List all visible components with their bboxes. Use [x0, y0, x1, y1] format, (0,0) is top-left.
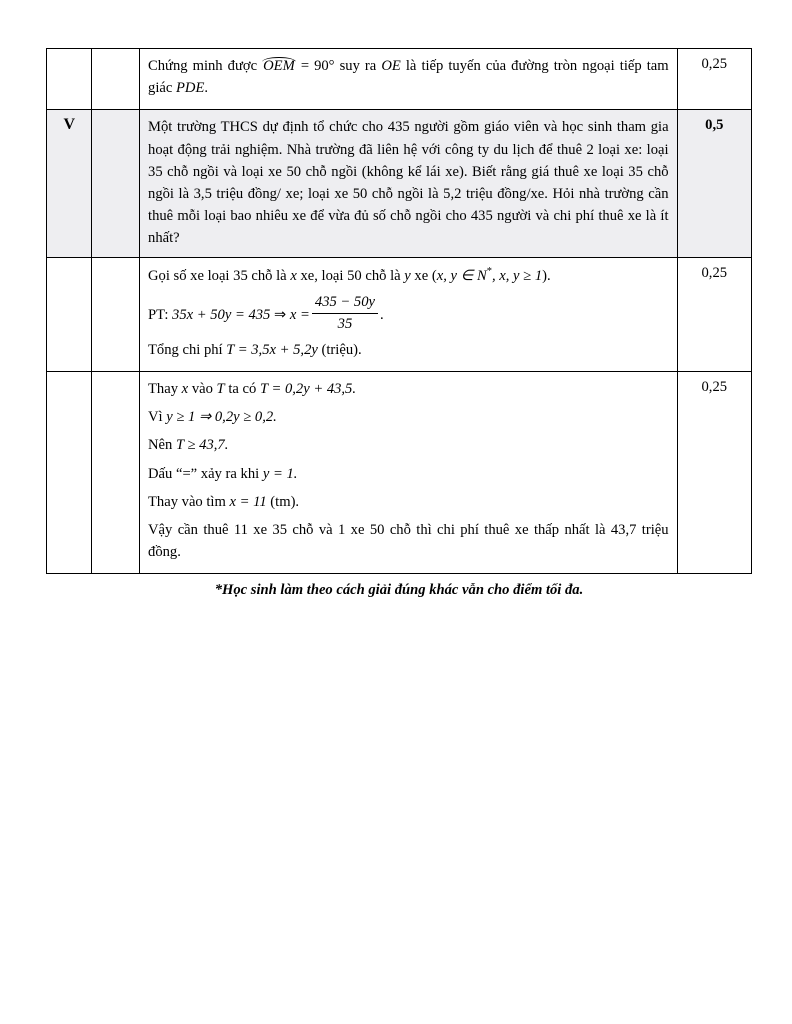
solution-step-find-x — [148, 491, 669, 513]
row-subindex-cell — [92, 258, 140, 372]
row-roman-label: V — [47, 110, 92, 258]
period: . — [380, 307, 384, 324]
text-fragment: Nên — [148, 437, 173, 454]
solution-step-cost — [148, 339, 669, 361]
row-subindex-cell — [92, 49, 140, 110]
number-35: 35 — [233, 268, 248, 285]
table-row — [47, 110, 752, 258]
score-value: 0,25 — [701, 265, 728, 282]
x-value: x = 11 — [229, 493, 267, 510]
inequality-t: T ≥ 43,7. — [176, 437, 229, 454]
row-score-cell — [677, 110, 751, 258]
angle-oem-notation: OEM — [263, 58, 295, 74]
equation-t-simplified: T = 0,2y + 43,5. — [259, 381, 357, 398]
row-content-cell — [140, 258, 678, 372]
row-score-cell — [677, 372, 751, 574]
solution-conclusion: Vậy cần thuê 11 xe 35 chỗ và 1 xe 50 chỗ thì chi phí thuê xe thấp nhất là 43,7 triệu đồng. — [148, 521, 669, 561]
label-pt: PT: — [148, 307, 169, 324]
text-fragment: xe — [414, 268, 429, 285]
fraction-x — [312, 293, 378, 332]
proof-statement — [148, 55, 669, 99]
equation-seats: 35x + 50y = 435 — [172, 307, 271, 324]
triangle-pde: PDE — [175, 80, 205, 97]
score-value: 0,5 — [705, 117, 724, 134]
text-fragment: tiếp tam giác — [148, 58, 669, 97]
table-row — [47, 372, 752, 574]
answer-table — [46, 48, 752, 574]
row-roman-label — [47, 49, 92, 110]
equality-condition: y = 1. — [262, 465, 298, 482]
text-fragment: Thay vào tìm — [148, 493, 226, 510]
tm-note: (tm). — [270, 493, 300, 510]
text-fragment: chỗ là — [365, 268, 401, 285]
text-fragment: suy ra — [339, 58, 377, 74]
row-roman-label — [47, 372, 92, 574]
solution-step-equality — [148, 463, 669, 485]
row-score-cell — [677, 49, 751, 110]
variable-y: y — [404, 268, 411, 285]
variable-x: x — [181, 381, 189, 398]
unit-note: (triệu). — [321, 341, 362, 358]
text-fragment: Tổng chi phí — [148, 341, 223, 358]
segment-oe: OE — [381, 58, 401, 74]
fraction-denominator: 35 — [337, 315, 353, 332]
condition-range: , x, y ≥ 1 — [491, 268, 543, 285]
angle-value: = 90° — [300, 58, 335, 74]
row-subindex-cell — [92, 372, 140, 574]
text-fragment: Gọi số xe loại — [148, 268, 230, 285]
solution-step-min — [148, 434, 669, 456]
row-content-cell — [140, 49, 678, 110]
table-row — [47, 258, 752, 372]
inequality-y: y ≥ 1 ⇒ 0,2y ≥ 0,2. — [166, 409, 277, 426]
x-expression: x = — [289, 307, 310, 324]
variable-x: x — [290, 268, 297, 285]
period: . — [204, 80, 209, 97]
text-fragment: Vì — [148, 409, 163, 426]
score-value: 0,25 — [701, 56, 728, 72]
number-50: 50 — [347, 268, 362, 285]
text-fragment: là tiếp tuyến của đường tròn ngoại — [405, 58, 615, 74]
row-score-cell — [677, 258, 751, 372]
text-fragment: xe, loại — [300, 268, 344, 285]
solution-step-bound — [148, 406, 669, 428]
equation-total-cost: T = 3,5x + 5,2y — [226, 341, 318, 358]
text-fragment: Thay — [148, 381, 179, 398]
problem-statement: Một trường THCS dự định tổ chức cho 435 người gồm giáo viên và học sinh tham gia hoạt động trải nghiệm. Nhà trường đã liên hệ với công ty du lịch để thuê 2 loại xe: loại 35 chỗ ngồi và loại xe 50 chỗ ngồi (không kể lái xe). Biết rằng giá thuê xe loại 35 chỗ ngồi là 3,5 triệu đồng/ xe; loại xe 50 chỗ ngồi là 5,2 triệu đồng/xe. Hỏi nhà trường cần thuê mỗi loại bao nhiêu xe để vừa đủ số chỗ ngồi cho 435 người và chi phí thuê xe là ít nhất? — [148, 119, 669, 247]
condition-domain: x, y ∈ N — [436, 268, 487, 285]
text-fragment: ta có — [228, 381, 257, 398]
text-fragment: vào — [191, 381, 213, 398]
row-content-cell — [140, 372, 678, 574]
solution-step-equation — [148, 293, 669, 332]
table-row — [47, 49, 752, 110]
text-fragment: Dấu “=” xảy ra khi — [148, 465, 260, 482]
footnote: *Học sinh làm theo cách giải đúng khác vẫn cho điểm tối đa. — [214, 582, 584, 599]
implies-symbol: ⇒ — [274, 307, 287, 324]
row-content-cell — [140, 110, 678, 258]
solution-step-declare: Gọi số xe loại 35 chỗ là x xe, loại 50 chỗ là y xe (x, y ∈ N*, x, y ≥ 1). — [148, 266, 551, 285]
text-fragment: Chứng minh được — [148, 58, 258, 74]
fraction-numerator: 435 − 50y — [312, 293, 378, 313]
row-subindex-cell — [92, 110, 140, 258]
period: . — [547, 268, 551, 285]
score-value: 0,25 — [701, 379, 728, 396]
row-roman-label — [47, 258, 92, 372]
solution-step-substitute — [148, 378, 669, 400]
variable-t: T — [216, 381, 225, 398]
text-fragment: chỗ là — [251, 268, 287, 285]
